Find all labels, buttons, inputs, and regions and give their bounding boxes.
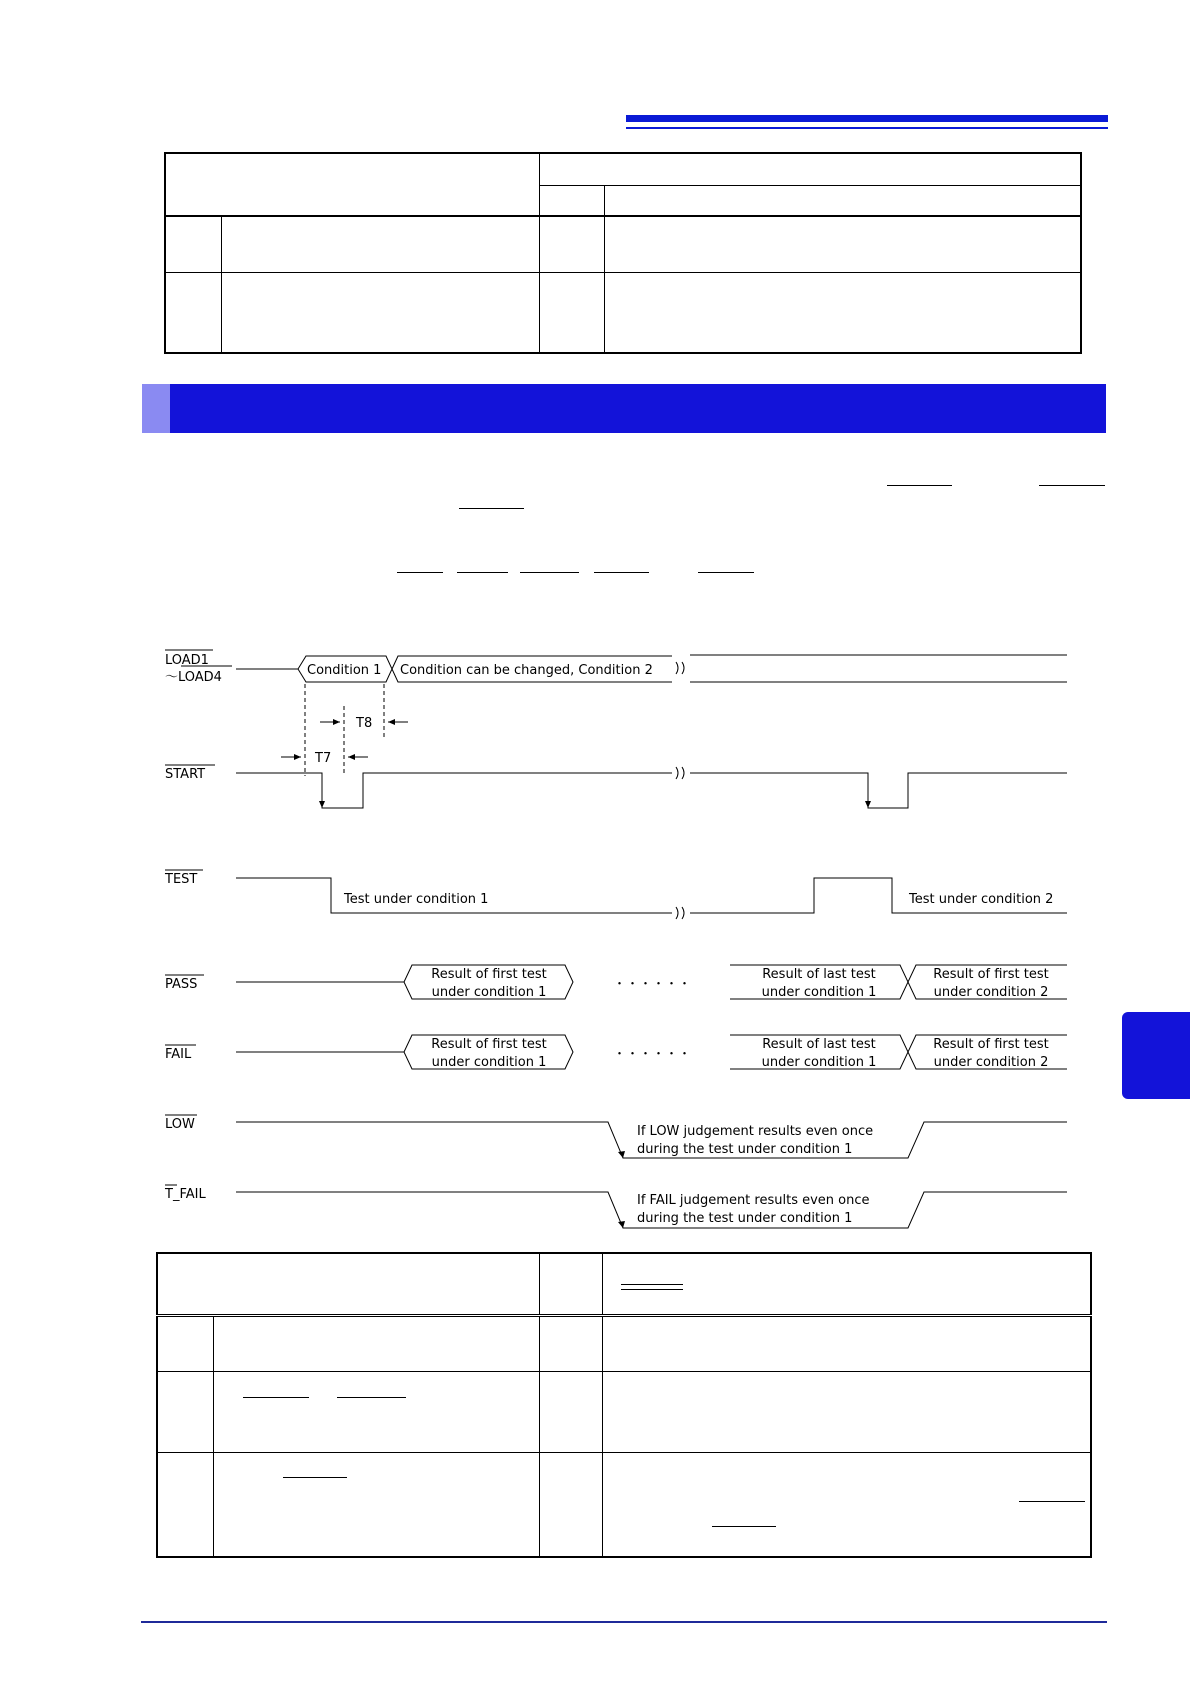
break-mark xyxy=(676,662,684,674)
table-cell xyxy=(214,1372,540,1453)
arrowhead xyxy=(618,1221,625,1228)
bottom-timing-table xyxy=(156,1252,1092,1558)
t7-label: T7 xyxy=(315,751,332,766)
signal-pass-label: PASS xyxy=(165,977,198,992)
table-cell xyxy=(602,1453,1091,1557)
pass-last-result-line1: Result of last test xyxy=(762,967,876,982)
fail-first-result-line2: under condition 1 xyxy=(431,1055,547,1070)
t8-label: T8 xyxy=(356,716,373,731)
arrowhead xyxy=(348,754,355,760)
signal-start-label: START xyxy=(165,767,206,782)
low-note-line1: If LOW judgement results even once xyxy=(637,1124,874,1139)
test-condition2-label: Test under condition 2 xyxy=(909,892,1054,907)
overline-mark xyxy=(621,1284,683,1285)
overline-mark xyxy=(712,1526,776,1527)
table-cell xyxy=(214,1316,540,1372)
overline-mark xyxy=(283,1477,347,1478)
table-header-symbol xyxy=(539,1253,602,1316)
table-cell xyxy=(157,1372,214,1453)
test-condition1-label: Test under condition 1 xyxy=(344,892,489,907)
table-cell xyxy=(602,1372,1091,1453)
overline-mark xyxy=(243,1397,309,1398)
table-cell xyxy=(539,1316,602,1372)
table-header-item xyxy=(157,1253,539,1316)
signal-t-fail-label: T_FAIL xyxy=(165,1187,206,1202)
pass-first-result-line2: under condition 1 xyxy=(431,985,547,1000)
arrowhead xyxy=(319,801,325,808)
start-waveform-1 xyxy=(236,773,672,808)
overline-mark xyxy=(446,1314,513,1315)
pass-last-result-line2: under condition 1 xyxy=(761,985,877,1000)
pass-first-result2-line1: Result of first test xyxy=(933,967,1049,982)
table-cell xyxy=(157,1453,214,1557)
signal-load-label: LOAD1 xyxy=(165,653,209,668)
overline-mark xyxy=(621,1289,683,1290)
pass-first-result-line1: Result of first test xyxy=(431,967,547,982)
signal-test-label: TEST xyxy=(165,872,198,887)
table-cell xyxy=(539,1372,602,1453)
fail-last-result-line2: under condition 1 xyxy=(761,1055,877,1070)
start-waveform-2 xyxy=(690,773,1067,808)
break-mark xyxy=(676,907,684,919)
chapter-side-tab xyxy=(1122,1012,1190,1099)
table-cell xyxy=(157,1316,214,1372)
fail-last-result-line1: Result of last test xyxy=(762,1037,876,1052)
low-note-line2: during the test under condition 1 xyxy=(637,1142,853,1157)
overline-mark xyxy=(337,1397,406,1398)
fail-first-result-line1: Result of first test xyxy=(431,1037,547,1052)
pass-dots: ・・・・・・ xyxy=(612,977,692,992)
signal-load-range-label: ～LOAD4 xyxy=(165,670,222,685)
table-cell xyxy=(539,1453,602,1557)
table-cell xyxy=(602,1316,1091,1372)
fail-note-line2: during the test under condition 1 xyxy=(637,1211,853,1226)
footer-rule xyxy=(141,1621,1107,1623)
arrowhead xyxy=(865,801,871,808)
pass-first-result2-line2: under condition 2 xyxy=(933,985,1049,1000)
break-mark xyxy=(676,767,684,779)
fail-dots: ・・・・・・ xyxy=(612,1047,692,1062)
arrowhead xyxy=(618,1151,625,1158)
overline-mark xyxy=(549,1314,615,1315)
fail-first-result2-line2: under condition 2 xyxy=(933,1055,1049,1070)
arrowhead xyxy=(294,754,301,760)
fail-first-result2-line1: Result of first test xyxy=(933,1037,1049,1052)
overline-mark xyxy=(344,1314,410,1315)
overline-mark xyxy=(1019,1501,1085,1502)
condition1-label: Condition 1 xyxy=(307,663,382,678)
table-cell xyxy=(214,1453,540,1557)
condition2-label: Condition can be changed, Condition 2 xyxy=(400,663,653,678)
fail-note-line1: If FAIL judgement results even once xyxy=(637,1193,870,1208)
arrowhead xyxy=(333,719,340,725)
signal-low-label: LOW xyxy=(165,1117,195,1132)
signal-fail-label: FAIL xyxy=(165,1047,192,1062)
arrowhead xyxy=(388,719,395,725)
